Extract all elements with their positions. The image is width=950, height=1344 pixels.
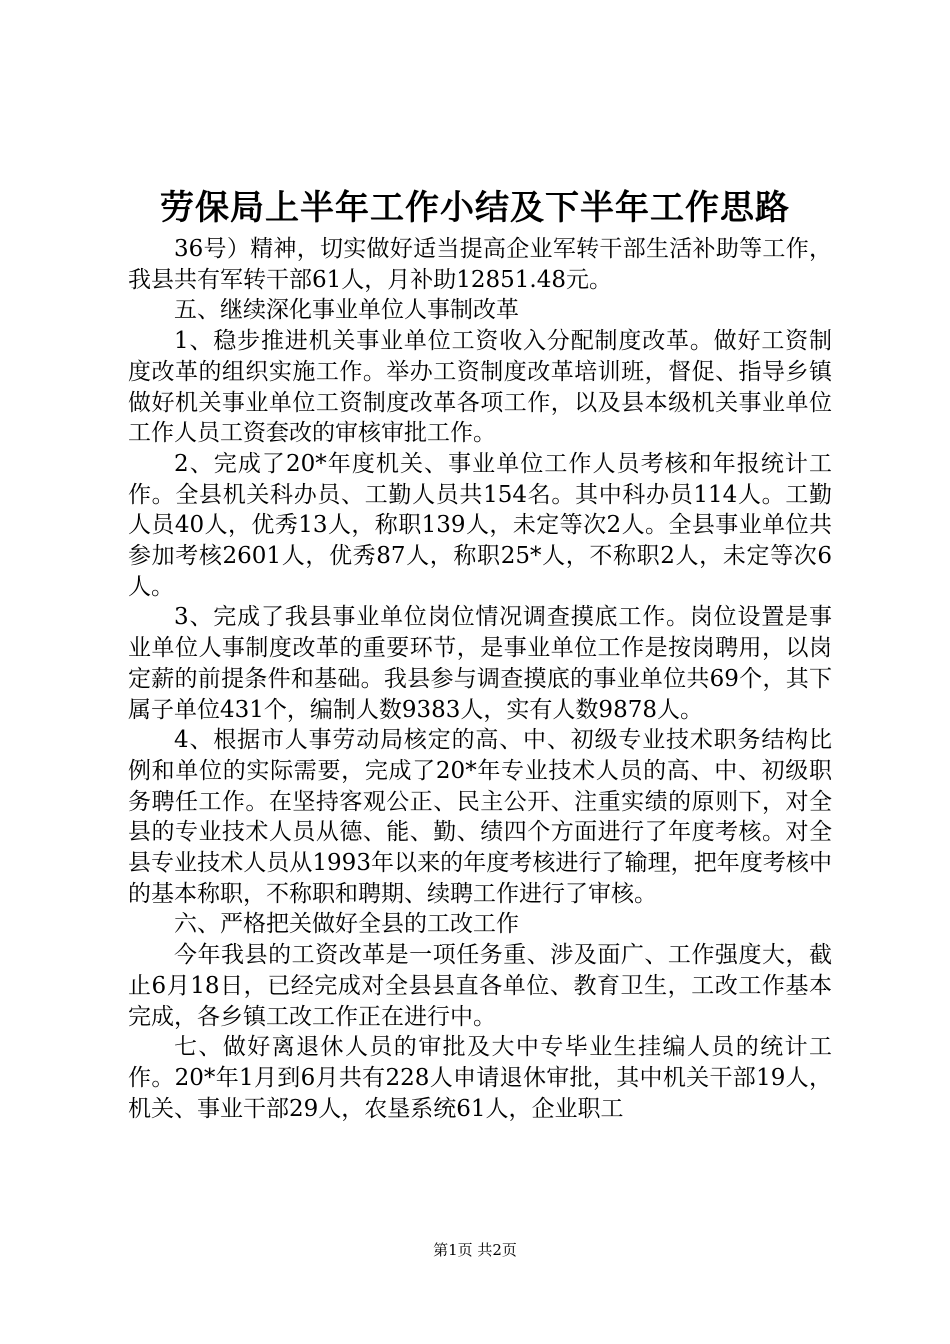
paragraph: 4、根据市人事劳动局核定的高、中、初级专业技术职务结构比例和单位的实际需要，完成了20*年专业技术人员的高、中、初级职务聘任工作。在坚持客观公正、民主公开、注重实绩的原则下，对全县的专业技术人员从德、能、勤、绩四个方面进行了年度考核。对全县专业技术人员从1993年以来的年度考核进行了输理，把年度考核中的基本称职，不称职和聘期、续聘工作进行了审核。 bbox=[128, 727, 832, 907]
paragraph: 1、稳步推进机关事业单位工资收入分配制度改革。做好工资制度改革的组织实施工作。举办工资制度改革培训班，督促、指导乡镇做好机关事业单位工资制度改革各项工作，以及县本级机关事业单位工作人员工资套改的审核审批工作。 bbox=[128, 328, 832, 447]
paragraph: 36号）精神，切实做好适当提高企业军转干部生活补助等工作，我县共有军转干部61人，月补助12851.48元。 bbox=[128, 236, 832, 293]
document-body bbox=[128, 234, 832, 1124]
document-title: 劳保局上半年工作小结及下半年工作思路 bbox=[160, 188, 790, 228]
paragraph: 今年我县的工资改革是一项任务重、涉及面广、工作强度大，截止6月18日，已经完成对全县县直各单位、教育卫生，工改工作基本完成，各乡镇工改工作正在进行中。 bbox=[128, 942, 832, 1030]
section-heading: 五、继续深化事业单位人事制改革 bbox=[174, 297, 519, 324]
paragraph: 2、完成了20*年度机关、事业单位工作人员考核和年报统计工作。全县机关科办员、工勤人员共154名。其中科办员114人。工勤人员40人，优秀13人，称职139人，未定等次2人。全县事业单位共参加考核2601人，优秀87人，称职25*人，不称职2人，未定等次6人。 bbox=[128, 450, 832, 600]
paragraph: 七、做好离退休人员的审批及大中专毕业生挂编人员的统计工作。20*年1月到6月共有228人申请退休审批，其中机关干部19人，机关、事业干部29人，农垦系统61人，企业职工 bbox=[128, 1034, 832, 1122]
section-heading: 六、严格把关做好全县的工改工作 bbox=[174, 911, 519, 938]
page-footer: 第1页 共2页 bbox=[433, 1241, 517, 1259]
paragraph: 3、完成了我县事业单位岗位情况调查摸底工作。岗位设置是事业单位人事制度改革的重要环节，是事业单位工作是按岗聘用，以岗定薪的前提条件和基础。我县参与调查摸底的事业单位共69个，其下属子单位431个，编制人数9383人，实有人数9878人。 bbox=[128, 604, 832, 723]
